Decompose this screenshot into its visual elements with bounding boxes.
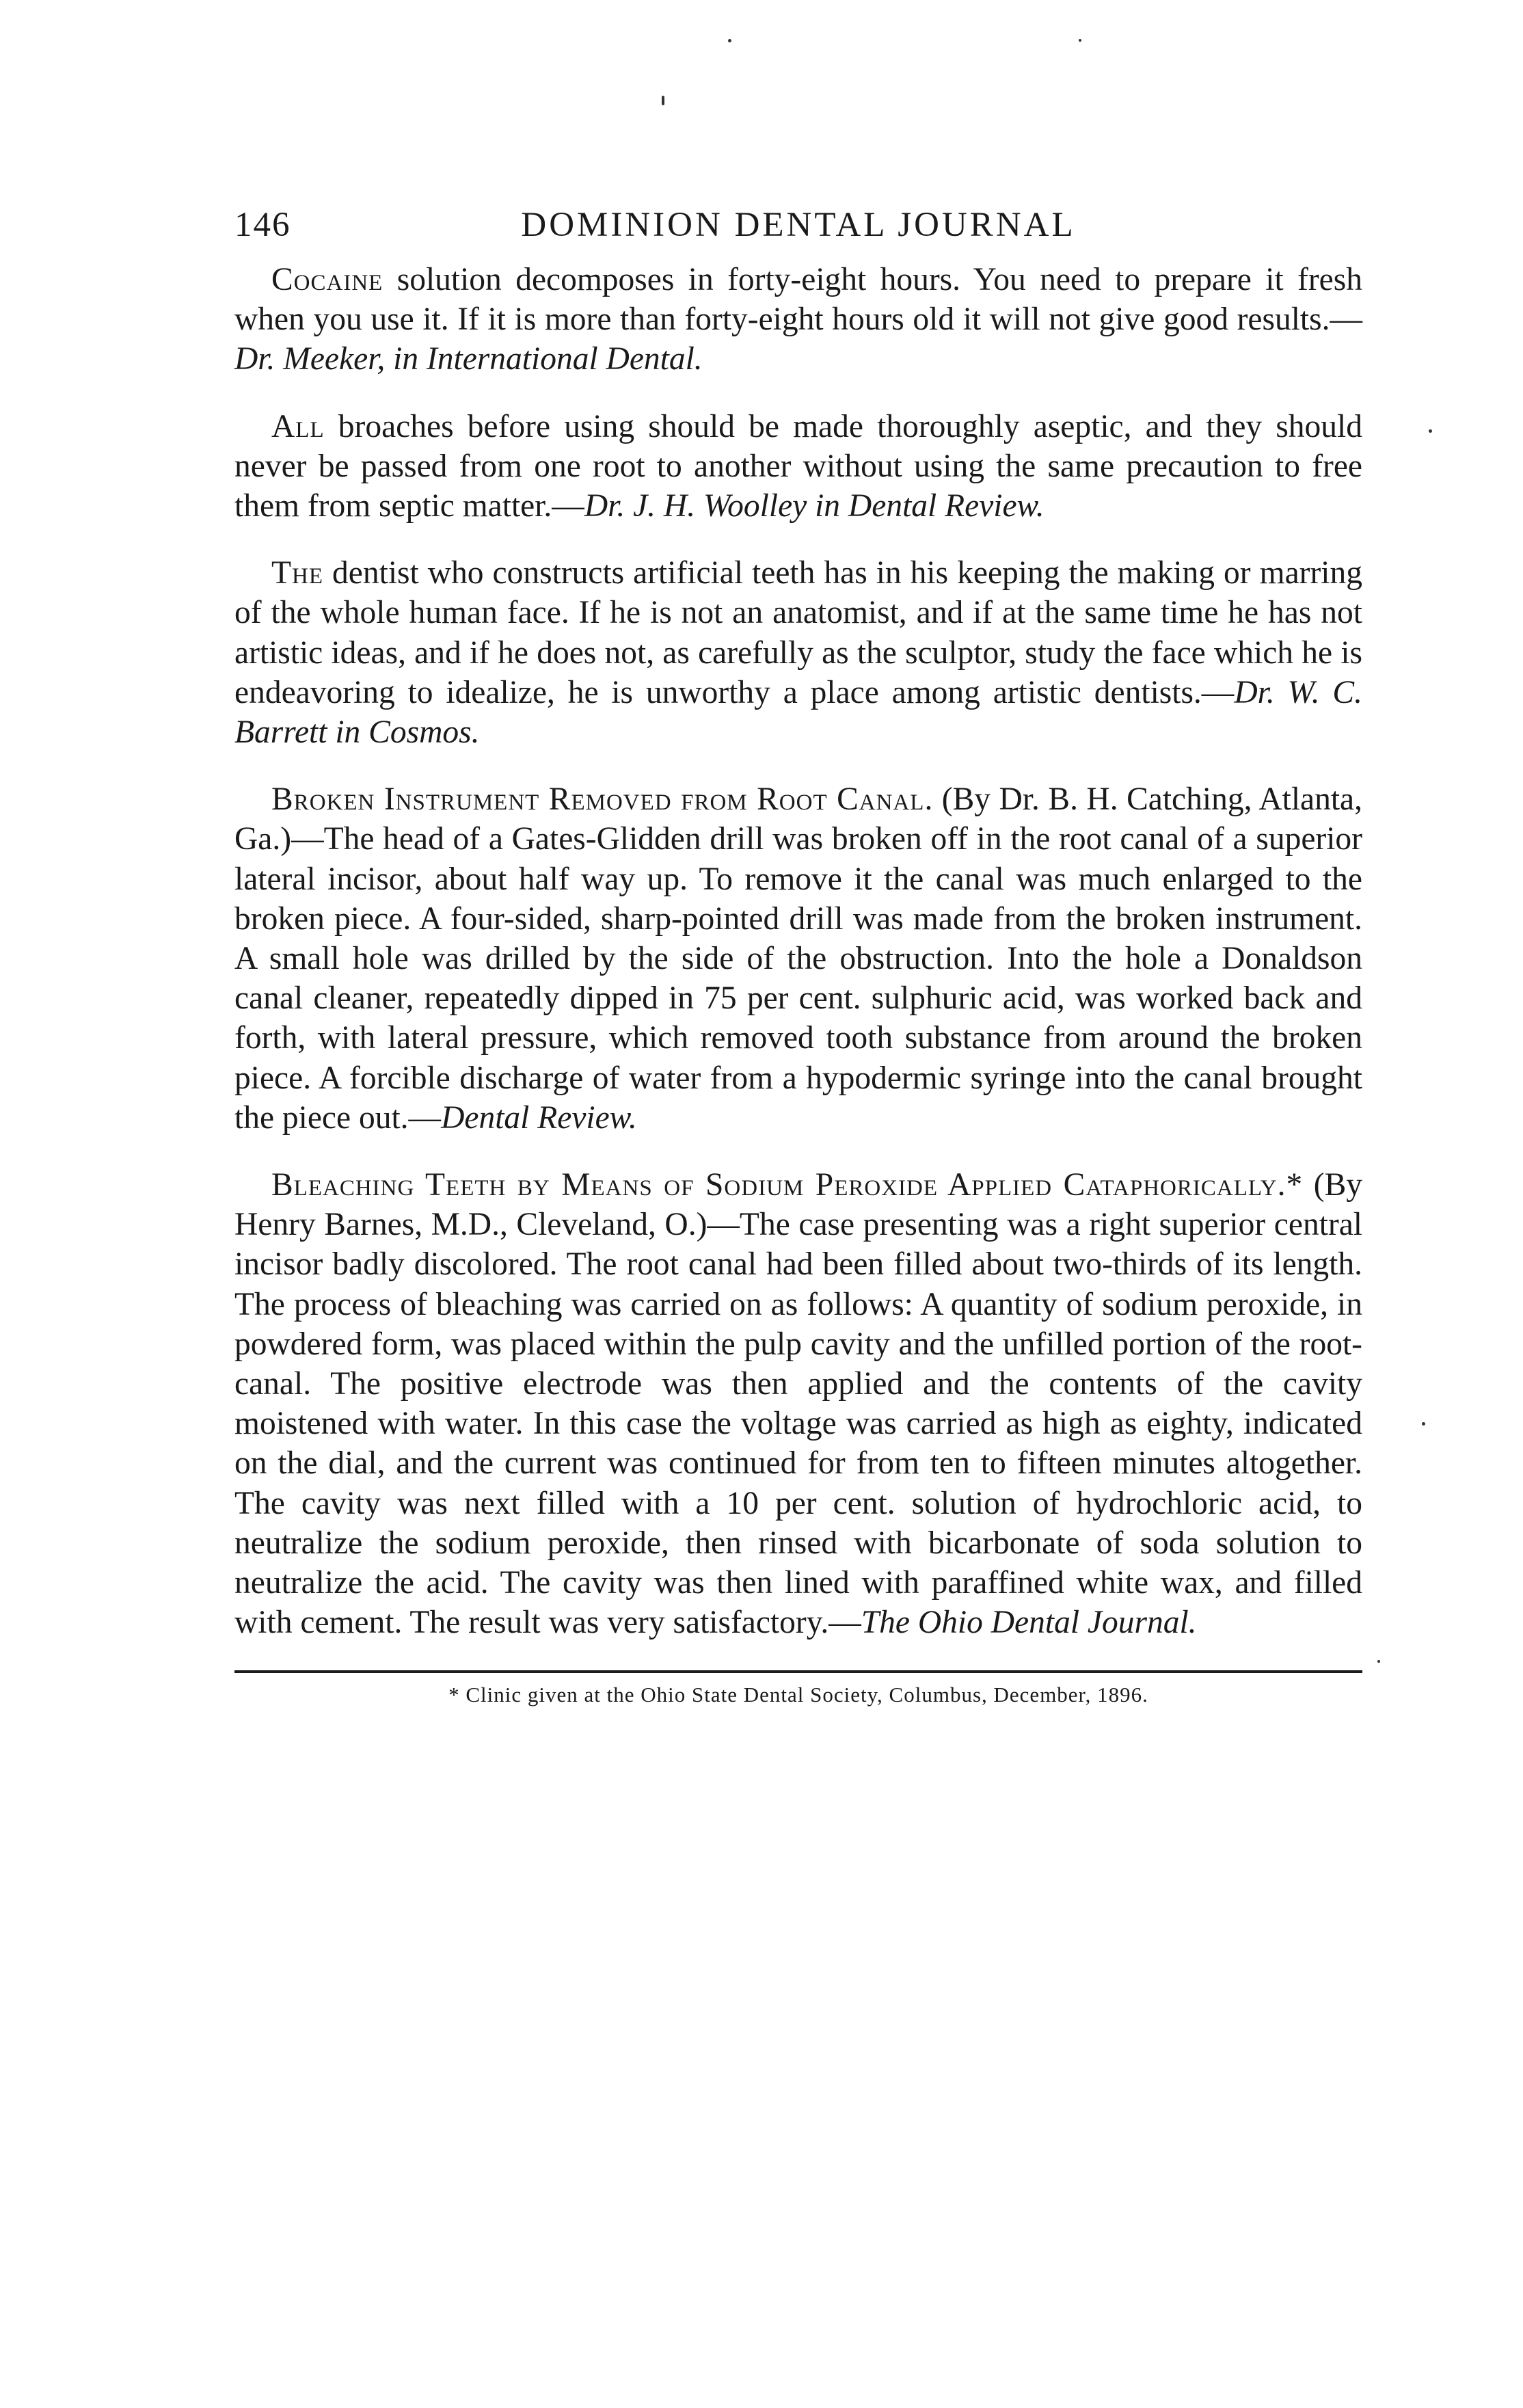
entry-citation: Dr. Meeker, in International Dental. <box>234 341 703 377</box>
scan-speck <box>1422 1422 1425 1426</box>
scan-speck <box>1079 39 1081 42</box>
entry-citation: Dr. W. C. Barrett in Cosmos. <box>234 674 1362 751</box>
page-number: 146 <box>234 206 291 244</box>
entry-body: solution decomposes in forty-eight hours. You need to prepare it fresh when you use it. If it is more than forty-eight hours old it will not give good results.— <box>234 262 1362 338</box>
entry-body: broaches before using should be made thoroughly aseptic, and they should never be passed from one root to another without using the same precaution to free them from septic matter.— <box>234 408 1362 524</box>
scan-speck <box>728 39 731 42</box>
footnote-rule <box>234 1670 1362 1673</box>
entry-body: dentist who constructs artificial teeth has in his keeping the making or marring of the whole human face. If he is not an anatomist, and if at the same time he has not artistic ideas, and if he does not, as carefully as the sculptor, study the face which he is endeavoring to idealize, he is unworthy a place among artistic dentists.— <box>234 555 1362 710</box>
scan-speck <box>662 96 664 105</box>
entry-cocaine <box>234 260 1362 379</box>
entry-artificial-teeth <box>234 553 1362 752</box>
entry-body: (By Dr. B. H. Catching, Atlanta, Ga.)—The head of a Gates-Glidden drill was broken off in the root canal of a superior lateral incisor, about half way up. To remove it the canal was much enlarged to the broken piece. A four-sided, sharp-pointed drill was made from the broken instrument. A small hole was drilled by the side of the obstruction. Into the hole a Donaldson canal cleaner, repeatedly dipped in 75 per cent. sulphuric acid, was worked back and forth, with lateral pressure, which removed tooth substance from around the broken piece. A forcible discharge of water from a hypodermic syringe into the canal brought the piece out.— <box>234 781 1362 1136</box>
entry-citation: Dr. J. H. Woolley in Dental Review. <box>584 488 1044 524</box>
entry-bleaching-teeth <box>234 1165 1362 1642</box>
journal-page <box>234 205 1362 1707</box>
scan-speck <box>1429 429 1432 433</box>
entry-lead: Bleaching Teeth by Means of Sodium Peroxide Applied Cataphorically.* <box>271 1167 1304 1203</box>
journal-title: DOMINION DENTAL JOURNAL <box>521 206 1076 244</box>
entry-lead: Cocaine <box>271 262 383 297</box>
entry-body: (By Henry Barnes, M.D., Cleveland, O.)—The case presenting was a right superior central incisor badly discolored. The root canal had been filled about two-thirds of its length. The process of bleaching was carried on as follows: A quantity of sodium peroxide, in powdered form, was placed within the pulp cavity and the unfilled portion of the root-canal. The positive electrode was then applied and the contents of the cavity moistened with water. In this case the voltage was carried as high as eighty, indicated on the dial, and the current was continued for from ten to fifteen minutes altogether. The cavity was next filled with a 10 per cent. solution of hydrochloric acid, to neutralize the sodium peroxide, then rinsed with bicarbonate of soda solution to neutralize the acid. The cavity was then lined with paraffined white wax, and filled with cement. The result was very satisfactory.— <box>234 1167 1363 1641</box>
entry-lead: Broken Instrument Removed from Root Canal. <box>271 781 934 818</box>
entry-lead: The <box>271 555 324 591</box>
footnote: * Clinic given at the Ohio State Dental Society, Columbus, December, 1896. <box>448 1682 1148 1707</box>
entry-lead: All <box>271 408 325 444</box>
running-head <box>234 205 1362 260</box>
entry-citation: The Ohio Dental Journal. <box>861 1605 1197 1641</box>
entry-citation: Dental Review. <box>441 1099 637 1136</box>
entry-broken-instrument <box>234 779 1362 1138</box>
scan-speck <box>1377 1660 1380 1663</box>
entry-broaches <box>234 407 1362 526</box>
